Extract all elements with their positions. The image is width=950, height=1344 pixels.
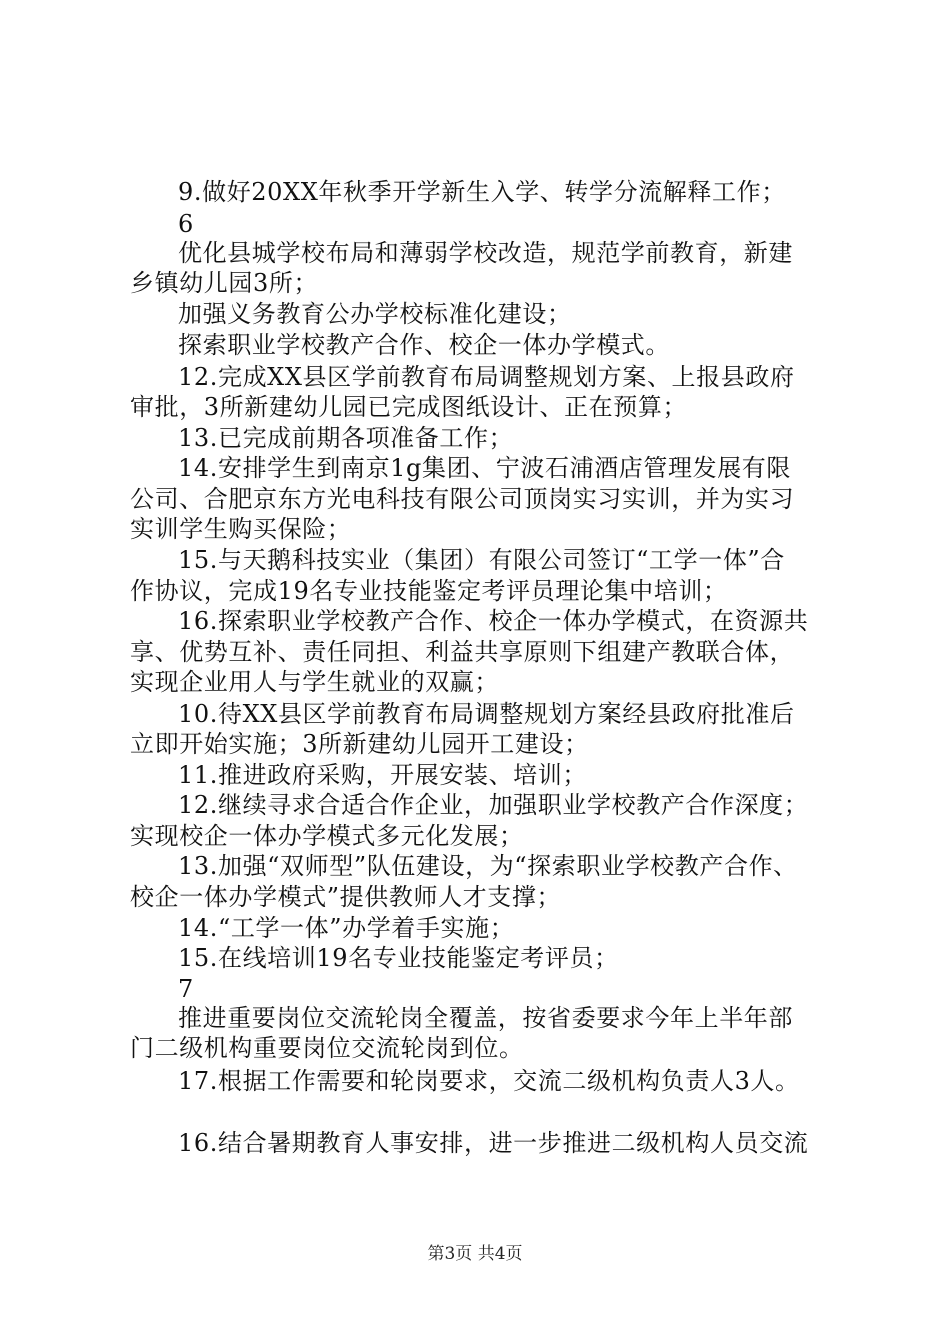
text-line: 16.结合暑期教育人事安排，进一步推进二级机构人员交流 <box>178 1129 809 1157</box>
text-line: 17.根据工作需要和轮岗要求，交流二级机构负责人3人。 <box>178 1067 800 1095</box>
text-line: 审批，3所新建幼儿园已完成图纸设计、正在预算； <box>130 393 688 421</box>
text-line: 9.做好20XX年秋季开学新生入学、转学分流解释工作； <box>178 178 786 206</box>
section-number: 7 <box>178 975 194 1003</box>
text-line: 校企一体办学模式”提供教师人才支撑； <box>130 883 562 911</box>
text-line: 12.完成XX县区学前教育布局调整规划方案、上报县政府 <box>178 363 795 391</box>
text-line: 15.与天鹅科技实业（集团）有限公司签订“工学一体”合 <box>178 546 785 574</box>
text-line: 13.已完成前期各项准备工作； <box>178 424 514 452</box>
text-line: 13.加强“双师型”队伍建设，为“探索职业学校教产合作、 <box>178 852 798 880</box>
text-line: 探索职业学校教产合作、校企一体办学模式。 <box>178 331 670 359</box>
text-line: 实训学生购买保险； <box>130 515 352 543</box>
section-number: 6 <box>178 210 194 238</box>
text-line: 立即开始实施；3所新建幼儿园开工建设； <box>130 730 589 758</box>
text-line: 优化县城学校布局和薄弱学校改造，规范学前教育，新建 <box>178 239 793 267</box>
text-line: 实现企业用人与学生就业的双赢； <box>130 668 499 696</box>
text-line: 11.推进政府采购，开展安装、培训； <box>178 761 587 789</box>
text-line: 15.在线培训19名专业技能鉴定考评员； <box>178 944 619 972</box>
text-line: 14.安排学生到南京1g集团、宁波石浦酒店管理发展有限 <box>178 454 791 482</box>
text-line: 推进重要岗位交流轮岗全覆盖，按省委要求今年上半年部 <box>178 1004 793 1032</box>
text-line: 12.继续寻求合适合作企业，加强职业学校教产合作深度； <box>178 791 809 819</box>
text-line: 公司、合肥京东方光电科技有限公司顶岗实习实训，并为实习 <box>130 485 795 513</box>
text-line: 享、优势互补、责任同担、利益共享原则下组建产教联合体， <box>130 638 795 666</box>
text-line: 门二级机构重要岗位交流轮岗到位。 <box>130 1034 524 1062</box>
text-line: 16.探索职业学校教产合作、校企一体办学模式，在资源共 <box>178 607 809 635</box>
text-line: 实现校企一体办学模式多元化发展； <box>130 822 524 850</box>
text-line: 作协议，完成19名专业技能鉴定考评员理论集中培训； <box>130 577 728 605</box>
text-line: 乡镇幼儿园3所； <box>130 269 319 297</box>
text-line: 14.“工学一体”办学着手实施； <box>178 914 515 942</box>
text-line: 10.待XX县区学前教育布局调整规划方案经县政府批准后 <box>178 700 795 728</box>
text-line: 加强义务教育公办学校标准化建设； <box>178 300 572 328</box>
page-number-footer: 第3页 共4页 <box>427 1244 523 1264</box>
